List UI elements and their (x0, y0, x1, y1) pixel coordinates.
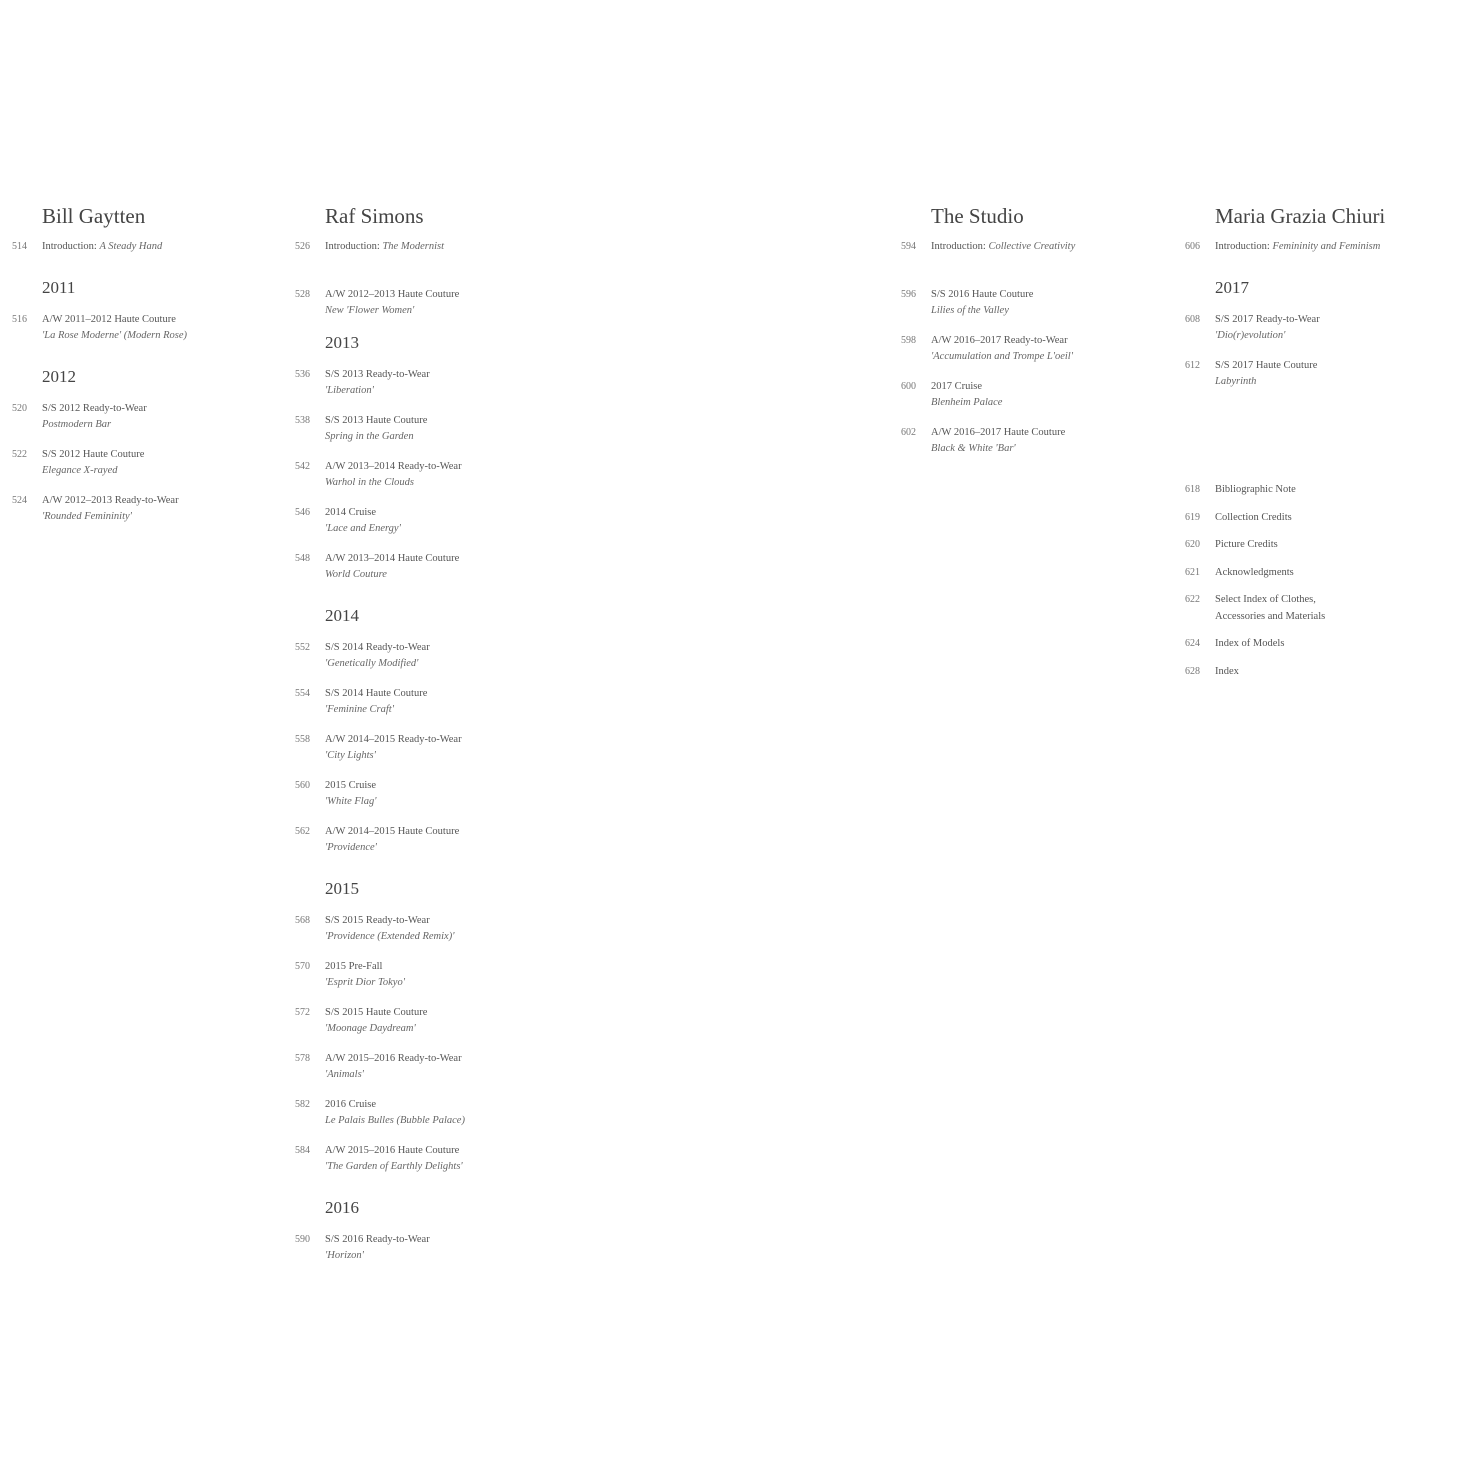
toc-entry: 554 S/S 2014 Haute Couture 'Feminine Craft' (295, 687, 428, 715)
toc-entry: 562 A/W 2014–2015 Haute Couture 'Providence' (295, 825, 460, 853)
toc-entry: 538 S/S 2013 Haute Couture Spring in the Garden (295, 414, 428, 442)
toc-entry: 596 S/S 2016 Haute Couture Lilies of the Valley (901, 288, 1034, 316)
column-raf-simons (295, 204, 555, 1278)
toc-entry: 584 A/W 2015–2016 Haute Couture 'The Garden of Earthly Delights' (295, 1144, 463, 1172)
designer-heading: Raf Simons (325, 204, 424, 228)
designer-heading: Maria Grazia Chiuri (1215, 204, 1386, 228)
toc-entry: 598 A/W 2016–2017 Ready-to-Wear 'Accumulation and Trompe L'oeil' (901, 334, 1073, 362)
toc-entry: 542 A/W 2013–2014 Ready-to-Wear Warhol in the Clouds (295, 460, 462, 488)
toc-entry: 608 S/S 2017 Ready-to-Wear 'Dio(r)evolution' (1185, 313, 1320, 341)
year-heading: 2012 (42, 366, 76, 386)
column-the-studio (901, 204, 1161, 471)
intro-entry: 594 Introduction: Collective Creativity (901, 241, 1076, 252)
year-heading: 2016 (325, 1197, 359, 1217)
year-heading: 2014 (325, 605, 359, 625)
back-matter-item: 618 Bibliographic Note (1185, 484, 1296, 495)
back-matter-item: 624 Index of Models (1185, 638, 1285, 649)
intro-entry: 526 Introduction: The Modernist (295, 241, 444, 252)
column-maria-grazia-chiuri (1185, 204, 1450, 404)
designer-heading: The Studio (931, 204, 1024, 228)
toc-entry: 612 S/S 2017 Haute Couture Labyrinth (1185, 359, 1318, 387)
toc-entry: 560 2015 Cruise 'White Flag' (295, 779, 377, 807)
intro-entry: 606 Introduction: Femininity and Feminism (1185, 241, 1381, 252)
year-heading: 2013 (325, 332, 359, 352)
toc-entry: 546 2014 Cruise 'Lace and Energy' (295, 506, 401, 534)
toc-entry: 578 A/W 2015–2016 Ready-to-Wear 'Animals' (295, 1052, 462, 1080)
back-matter-item: 622 Select Index of Clothes, Accessories and Materials (1185, 594, 1326, 622)
toc-entry: 552 S/S 2014 Ready-to-Wear 'Genetically Modified' (295, 641, 430, 669)
toc-entry: 558 A/W 2014–2015 Ready-to-Wear 'City Lights' (295, 733, 462, 761)
year-heading: 2015 (325, 878, 359, 898)
back-matter-list (1185, 482, 1385, 691)
toc-entry: 602 A/W 2016–2017 Haute Couture Black & White 'Bar' (901, 426, 1066, 454)
toc-entry: 570 2015 Pre-Fall 'Esprit Dior Tokyo' (295, 960, 405, 988)
year-heading: 2017 (1215, 277, 1249, 297)
column-bill-gaytten (12, 204, 262, 539)
back-matter-item: 619 Collection Credits (1185, 511, 1292, 523)
toc-entry: 568 S/S 2015 Ready-to-Wear 'Providence (Extended Remix)' (295, 914, 455, 942)
toc-entry: 582 2016 Cruise Le Palais Bulles (Bubble Palace) (295, 1098, 465, 1126)
back-matter-item: 621 Acknowledgments (1185, 566, 1294, 578)
intro-entry: 514 Introduction: A Steady Hand (12, 241, 163, 252)
toc-entry: 548 A/W 2013–2014 Haute Couture World Couture (295, 552, 460, 580)
year-heading: 2011 (42, 277, 76, 297)
toc-entry: 522 S/S 2012 Haute Couture Elegance X-rayed (12, 448, 145, 476)
back-matter-item: 628 Index (1185, 665, 1239, 677)
toc-entry: 520 S/S 2012 Ready-to-Wear Postmodern Bar (12, 402, 147, 430)
toc-entry: 590 S/S 2016 Ready-to-Wear 'Horizon' (295, 1233, 430, 1261)
toc-entry: 536 S/S 2013 Ready-to-Wear 'Liberation' (295, 368, 430, 396)
toc-entry: 572 S/S 2015 Haute Couture 'Moonage Daydream' (295, 1006, 428, 1034)
toc-entry: 524 A/W 2012–2013 Ready-to-Wear 'Rounded Femininity' (12, 494, 179, 522)
designer-heading: Bill Gaytten (42, 204, 146, 228)
toc-entry: 600 2017 Cruise Blenheim Palace (901, 380, 1003, 408)
toc-entry: 528 A/W 2012–2013 Haute Couture New 'Flower Women' (295, 288, 460, 316)
toc-entry: 516 A/W 2011–2012 Haute Couture 'La Rose Moderne' (Modern Rose) (12, 313, 188, 341)
back-matter-item: 620 Picture Credits (1185, 539, 1278, 550)
